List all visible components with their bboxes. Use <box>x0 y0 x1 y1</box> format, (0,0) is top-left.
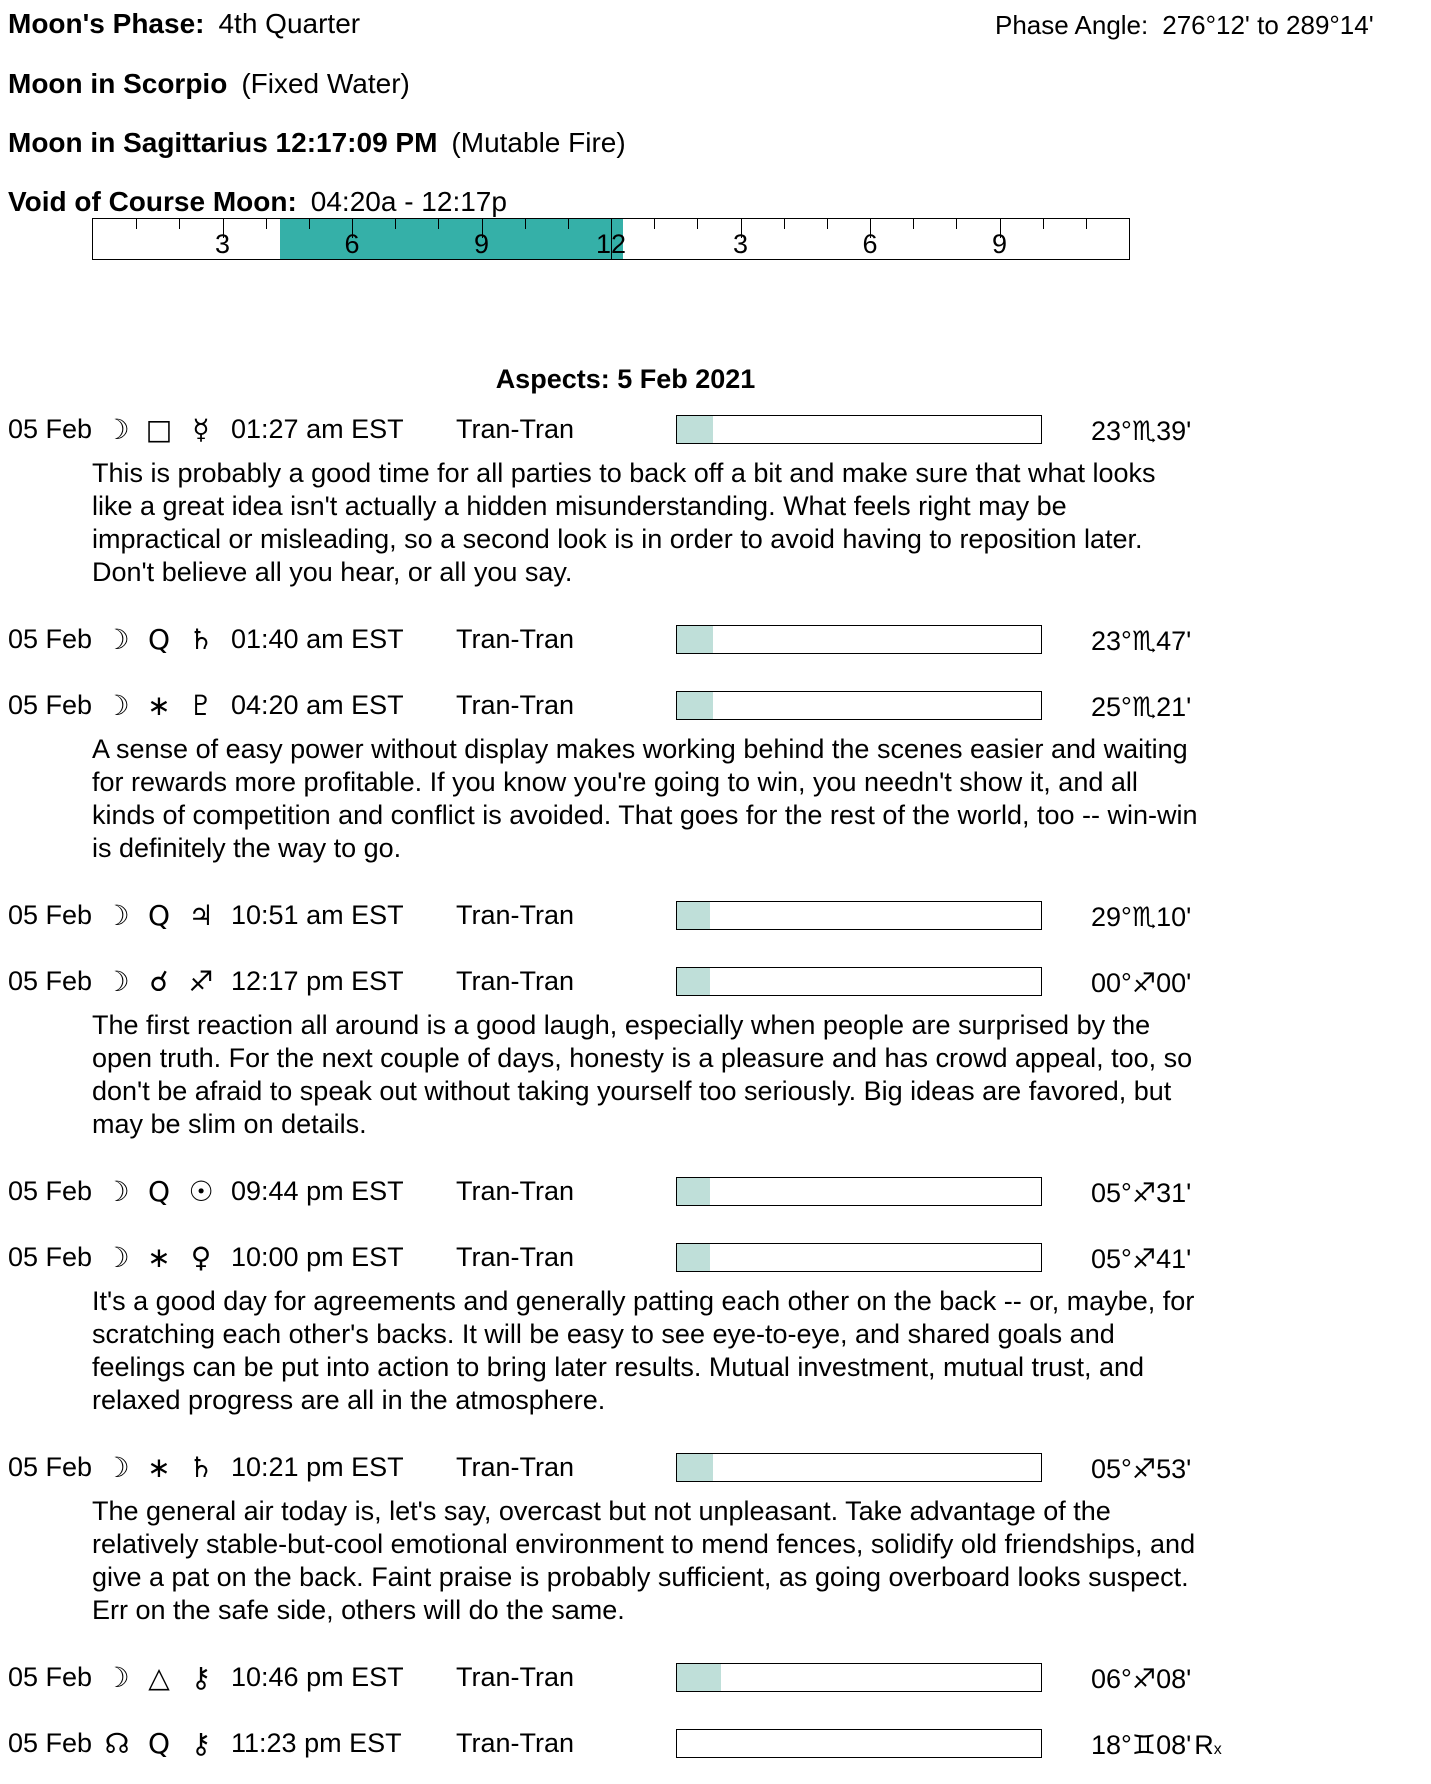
position-minutes: 31' <box>1156 1178 1192 1208</box>
aspect-date: 05 Feb <box>8 1727 93 1758</box>
moon-glyph: ☽ <box>104 1174 130 1208</box>
quintile-aspect-glyph: Q <box>147 898 171 932</box>
aspect-glyph-group <box>96 689 226 722</box>
sagittarius-sign-glyph: ♐ <box>1131 1454 1157 1485</box>
saturn-glyph: ♄ <box>188 622 214 656</box>
aspect-chart-type: Tran-Tran <box>456 965 575 996</box>
moon-in-sagittarius-line <box>8 127 1431 159</box>
aspect-time: 01:27 am EST <box>231 413 404 444</box>
quintile-aspect-glyph: Q <box>147 622 171 656</box>
position-degrees: 29° <box>1091 902 1132 932</box>
jupiter-glyph: ♃ <box>188 898 214 932</box>
aspect-date: 05 Feb <box>8 623 93 654</box>
square-aspect-glyph: □ <box>145 412 173 446</box>
position-minutes: 39' <box>1156 416 1192 446</box>
aspect-row <box>8 899 1431 931</box>
aspect-chart-type: Tran-Tran <box>456 899 575 930</box>
moon-glyph: ☽ <box>104 1240 130 1274</box>
aspect-description: It's a good day for agreements and generally patting each other on the back -- or, maybe, for scratching each other's backs. It will be easy to see eye-to-eye, and shared goals and feelings can be put into action to bring later results. Mutual investment, mutual trust, and relaxed progress are all in the atmosphere. <box>92 1286 1195 1415</box>
orb-progress-bar <box>676 1453 1042 1482</box>
aspect-chart-type: Tran-Tran <box>456 1175 575 1206</box>
aspect-time: 10:51 am EST <box>231 899 404 930</box>
position-minutes: 08' <box>1156 1730 1192 1760</box>
aspect-date: 05 Feb <box>8 1241 93 1272</box>
aspect-time: 10:21 pm EST <box>231 1451 404 1482</box>
aspect-row <box>8 413 1431 445</box>
position-minutes: 41' <box>1156 1244 1192 1274</box>
moon-glyph: ☽ <box>104 898 130 932</box>
timeline-tick <box>784 219 785 229</box>
phase-angle-line <box>995 10 1374 41</box>
orb-progress-bar <box>676 1177 1042 1206</box>
timeline-tick <box>956 219 957 229</box>
aspect-description: A sense of easy power without display makes working behind the scenes easier and waiting for rewards more profitable. If you know you're going to win, you needn't show it, and all kinds of competition and conflict is avoided. That goes for the rest of the world, too -- win-win is definitely the way to go. <box>92 734 1198 863</box>
position-degrees: 18° <box>1091 1730 1132 1760</box>
aspect-glyph-group <box>96 1661 226 1694</box>
aspect-chart-type: Tran-Tran <box>456 689 575 720</box>
quintile-aspect-glyph: Q <box>147 1174 171 1208</box>
sagittarius-sign-glyph: ♐ <box>1131 1178 1157 1209</box>
sextile-aspect-glyph: ∗ <box>147 1450 171 1484</box>
orb-progress-fill <box>677 416 713 443</box>
timeline-tick <box>136 219 137 229</box>
aspect-time: 10:00 pm EST <box>231 1241 404 1272</box>
orb-progress-bar <box>676 415 1042 444</box>
aspect-row <box>8 623 1431 655</box>
phase-angle-value: 276°12' to 289°14' <box>1162 10 1374 40</box>
position-value <box>1091 968 1191 999</box>
timeline-tick <box>913 219 914 229</box>
void-of-course-value: 04:20a - 12:17p <box>310 186 507 217</box>
position-degrees: 05° <box>1091 1454 1132 1484</box>
orb-progress-bar <box>676 625 1042 654</box>
aspect-chart-type: Tran-Tran <box>456 623 575 654</box>
aspect-date: 05 Feb <box>8 689 93 720</box>
aspect-glyph-group <box>96 1175 226 1208</box>
position-minutes: 47' <box>1156 626 1192 656</box>
aspect-time: 10:46 pm EST <box>231 1661 404 1692</box>
orb-progress-fill <box>677 968 710 995</box>
sagittarius-sign-glyph: ♐ <box>1131 968 1157 999</box>
aspect-chart-type: Tran-Tran <box>456 413 575 444</box>
timeline-tick <box>266 219 267 229</box>
aspect-glyph-group <box>96 1241 226 1274</box>
aspect-row <box>8 1241 1431 1273</box>
timeline-tick <box>395 219 396 229</box>
north-node-glyph: ☊ <box>104 1726 130 1760</box>
position-value <box>1091 1730 1222 1761</box>
orb-progress-fill <box>677 1664 721 1691</box>
timeline-tick <box>654 219 655 229</box>
sun-glyph: ☉ <box>188 1174 214 1208</box>
aspect-time: 12:17 pm EST <box>231 965 404 996</box>
aspect-row <box>8 1661 1431 1693</box>
position-value <box>1091 1244 1191 1275</box>
position-minutes: 00' <box>1156 968 1192 998</box>
aspect-row <box>8 965 1431 997</box>
orb-progress-fill <box>677 692 713 719</box>
orb-progress-bar <box>676 967 1042 996</box>
timeline-tick <box>1043 219 1044 229</box>
orb-progress-fill <box>677 902 710 929</box>
position-value <box>1091 692 1191 723</box>
aspect-date: 05 Feb <box>8 1451 93 1482</box>
chiron-glyph: ⚷ <box>190 1660 212 1694</box>
aspect-chart-type: Tran-Tran <box>456 1241 575 1272</box>
conjunction-aspect-glyph: ☌ <box>149 964 169 998</box>
scorpio-sign-glyph: ♏ <box>1131 626 1157 657</box>
voc-timeline <box>92 218 1130 260</box>
aspect-row <box>8 689 1431 721</box>
pluto-glyph: ♇ <box>188 688 214 722</box>
aspect-glyph-group <box>96 965 226 998</box>
phase-angle-label: Phase Angle: <box>995 10 1149 40</box>
aspect-description: The first reaction all around is a good laugh, especially when people are surprised by the open truth. For the next couple of days, honesty is a pleasure and has crowd appeal, too, so don't be afraid to speak out without taking yourself too seriously. Big ideas are favored, but may be slim on details. <box>92 1010 1193 1139</box>
orb-progress-fill <box>677 1178 710 1205</box>
mercury-glyph: ☿ <box>192 412 210 446</box>
quintile-aspect-glyph: Q <box>147 1726 171 1760</box>
chiron-glyph: ⚷ <box>190 1726 212 1760</box>
orb-progress-fill <box>677 626 713 653</box>
timeline-tick <box>827 219 828 229</box>
aspect-glyph-group <box>96 1727 226 1760</box>
void-of-course-line <box>8 186 1431 218</box>
aspect-date: 05 Feb <box>8 1175 93 1206</box>
aspect-glyph-group <box>96 623 226 656</box>
timeline-tick <box>438 219 439 229</box>
orb-progress-bar <box>676 1663 1042 1692</box>
moon-in-scorpio-label: Moon in Scorpio <box>8 68 228 99</box>
timeline-hour-label: 6 <box>862 229 878 259</box>
scorpio-sign-glyph: ♏ <box>1131 416 1157 447</box>
aspect-date: 05 Feb <box>8 413 93 444</box>
sagittarius-glyph: ♐ <box>188 964 214 998</box>
timeline-tick <box>179 219 180 229</box>
aspect-glyph-group <box>96 1451 226 1484</box>
aspect-chart-type: Tran-Tran <box>456 1451 575 1482</box>
scorpio-sign-glyph: ♏ <box>1131 692 1157 723</box>
sextile-aspect-glyph: ∗ <box>147 688 171 722</box>
position-value <box>1091 1664 1191 1695</box>
venus-glyph: ♀ <box>190 1240 212 1274</box>
moon-glyph: ☽ <box>104 688 130 722</box>
aspect-chart-type: Tran-Tran <box>456 1661 575 1692</box>
orb-progress-bar <box>676 691 1042 720</box>
aspect-date: 05 Feb <box>8 1661 93 1692</box>
moon-glyph: ☽ <box>104 964 130 998</box>
timeline-hour-label: 6 <box>344 229 360 259</box>
aspects-heading: Aspects: 5 Feb 2021 <box>495 364 756 394</box>
aspect-glyph-group <box>96 899 226 932</box>
saturn-glyph: ♄ <box>188 1450 214 1484</box>
moon-glyph: ☽ <box>104 412 130 446</box>
timeline-hour-label: 3 <box>732 229 749 259</box>
moon-in-scorpio-line <box>8 68 1431 100</box>
aspect-date: 05 Feb <box>8 965 93 996</box>
position-minutes: 21' <box>1156 692 1192 722</box>
moon-in-sagittarius-detail: (Mutable Fire) <box>451 127 626 158</box>
aspect-time: 09:44 pm EST <box>231 1175 404 1206</box>
retrograde-symbol: R <box>1194 1730 1214 1760</box>
moons-phase-value: 4th Quarter <box>218 8 361 39</box>
timeline-hour-label: 9 <box>991 229 1008 259</box>
scorpio-sign-glyph: ♏ <box>1131 902 1157 933</box>
moon-in-sagittarius-label: Moon in Sagittarius 12:17:09 PM <box>8 127 438 158</box>
aspect-time: 11:23 pm EST <box>231 1727 402 1758</box>
position-degrees: 23° <box>1091 416 1132 446</box>
orb-progress-bar <box>676 1729 1042 1758</box>
position-minutes: 10' <box>1156 902 1192 932</box>
aspect-time: 04:20 am EST <box>231 689 404 720</box>
position-degrees: 05° <box>1091 1178 1132 1208</box>
aspect-row <box>8 1451 1431 1483</box>
aspect-chart-type: Tran-Tran <box>456 1727 575 1758</box>
position-value <box>1091 626 1191 657</box>
position-minutes: 08' <box>1156 1664 1192 1694</box>
aspect-row <box>8 1175 1431 1207</box>
position-value <box>1091 902 1191 933</box>
position-value <box>1091 416 1191 447</box>
void-period-fill <box>280 219 623 259</box>
gemini-sign-glyph: ♊ <box>1131 1730 1157 1761</box>
position-degrees: 05° <box>1091 1244 1132 1274</box>
timeline-hour-label: 9 <box>473 229 490 259</box>
moon-glyph: ☽ <box>104 1660 130 1694</box>
aspect-row <box>8 1727 1431 1759</box>
sextile-aspect-glyph: ∗ <box>147 1240 171 1274</box>
position-degrees: 00° <box>1091 968 1132 998</box>
position-value <box>1091 1454 1191 1485</box>
timeline-hour-label: 12 <box>595 229 627 259</box>
trine-aspect-glyph: △ <box>148 1660 170 1694</box>
void-of-course-label: Void of Course Moon: <box>8 186 297 217</box>
position-minutes: 53' <box>1156 1454 1192 1484</box>
retrograde-symbol-sub: x <box>1213 1741 1222 1758</box>
timeline-tick <box>697 219 698 229</box>
orb-progress-bar <box>676 1243 1042 1272</box>
timeline-tick <box>309 219 310 229</box>
moon-in-scorpio-detail: (Fixed Water) <box>241 68 410 99</box>
timeline-hour-label: 3 <box>214 229 231 259</box>
sagittarius-sign-glyph: ♐ <box>1131 1244 1157 1275</box>
orb-progress-fill <box>677 1454 713 1481</box>
moon-glyph: ☽ <box>104 622 130 656</box>
position-value <box>1091 1178 1191 1209</box>
moons-phase-label: Moon's Phase: <box>8 8 205 39</box>
orb-progress-fill <box>677 1244 710 1271</box>
moon-glyph: ☽ <box>104 1450 130 1484</box>
position-degrees: 25° <box>1091 692 1132 722</box>
timeline-tick <box>525 219 526 229</box>
sagittarius-sign-glyph: ♐ <box>1131 1664 1157 1695</box>
position-degrees: 23° <box>1091 626 1132 656</box>
aspect-time: 01:40 am EST <box>231 623 404 654</box>
aspect-glyph-group <box>96 413 226 446</box>
timeline-tick <box>568 219 569 229</box>
position-degrees: 06° <box>1091 1664 1132 1694</box>
orb-progress-bar <box>676 901 1042 930</box>
aspect-description: This is probably a good time for all parties to back off a bit and make sure that what looks like a great idea isn't actually a hidden misunderstanding. What feels right may be impractical or misleading, so a second look is in order to avoid having to reposition later. Don't believe all you hear, or all you say. <box>92 458 1156 587</box>
aspect-date: 05 Feb <box>8 899 93 930</box>
timeline-tick <box>1086 219 1087 229</box>
aspect-description: The general air today is, let's say, overcast but not unpleasant. Take advantage of the relatively stable-but-cool emotional environment to mend fences, solidify old friendships, and give a pat on the back. Faint praise is probably sufficient, as going overboard looks suspect. Err on the safe side, others will do the same. <box>92 1496 1196 1625</box>
